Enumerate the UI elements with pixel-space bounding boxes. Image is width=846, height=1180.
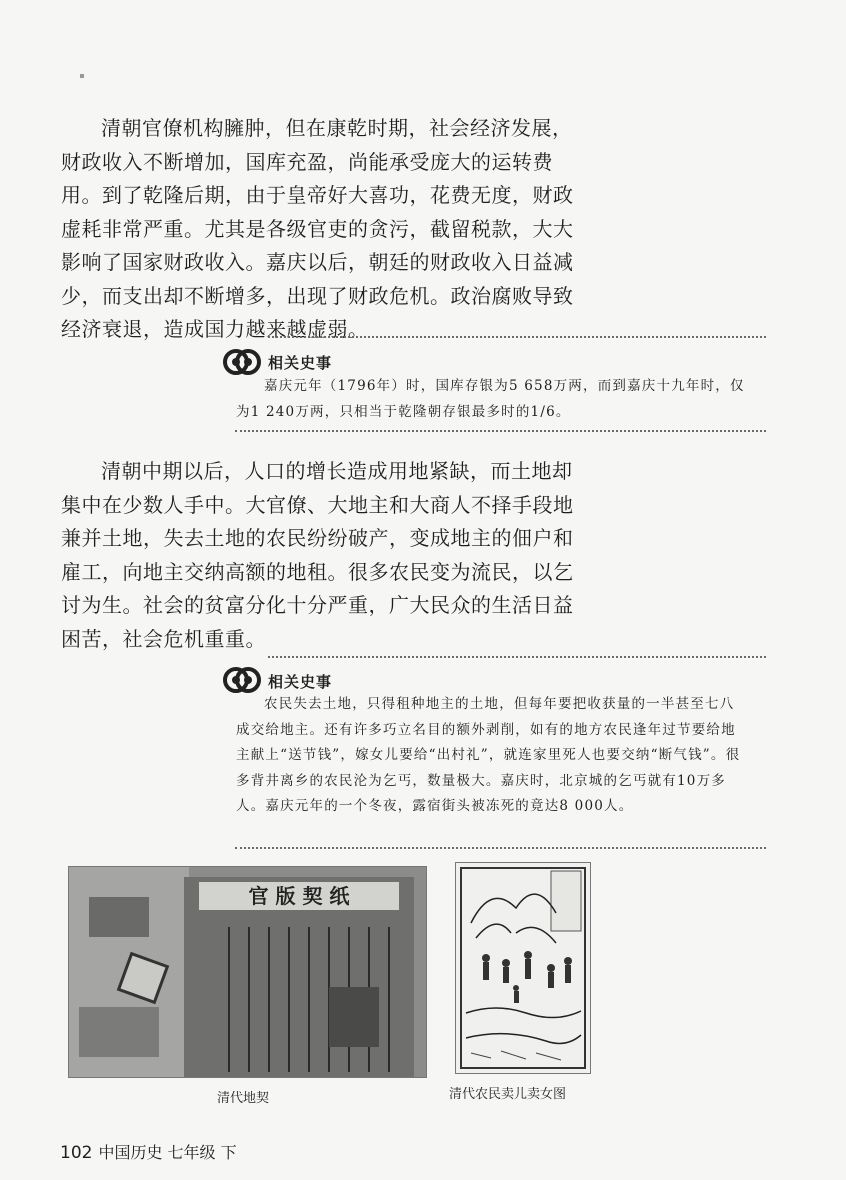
sidebar-2-body: 农民失去土地，只得租种地主的土地，但每年要把收获量的一半甚至七八成交给地主。还有许多巧立名目的额外剥削，如有的地方农民逢年过节要给地主献上“送节钱”，嫁女儿要给“出村礼”，就连家里死人也要交纳“断气钱”。很多背井离乡的农民沦为乞丐，数量极大。嘉庆时，北京城的乞丐就有10万多人。嘉庆元年的一个冬夜，露宿街头被冻死的竟达8 000人。 <box>236 696 741 814</box>
book-title: 中国历史 七年级 下 <box>98 1143 237 1162</box>
sidebar-2-bottom-rule <box>235 847 766 849</box>
body-paragraph-1: 清朝官僚机构臃肿，但在康乾时期，社会经济发展，财政收入不断增加，国库充盈，尚能承受庞大的运转费用。到了乾隆后期，由于皇帝好大喜功，花费无度，财政虚耗非常严重。尤其是各级官吏的贪污，截留税款，大大影响了国家财政收入。嘉庆以后，朝廷的财政收入日益减少，而支出却不断增多，出现了财政危机。政治腐败导致经济衰退，造成国力越来越虚弱。 <box>61 116 574 341</box>
body-paragraph-2: 清朝中期以后，人口的增长造成用地紧缺，而土地却集中在少数人手中。大官僚、大地主和大商人不择手段地兼并土地，失去土地的农民纷纷破产，变成地主的佃户和雇工，向地主交纳高额的地租。很多农民变为流民，以乞讨为生。社会的贫富分化十分严重，广大民众的生活日益困苦，社会危机重重。 <box>61 459 574 651</box>
page-number: 102 <box>60 1143 93 1163</box>
selling-children-woodcut <box>455 862 591 1074</box>
sidebar-1-top-rule <box>268 336 766 338</box>
land-deed-caption: 清代地契 <box>217 1091 270 1106</box>
sidebar-1-title: 相关史事 <box>268 354 333 372</box>
deed-header-text: 官 版 契 纸 <box>248 884 350 908</box>
woodcut-caption: 清代农民卖儿卖女图 <box>449 1087 567 1102</box>
land-deed-photo <box>68 866 427 1078</box>
page-footer <box>60 1140 237 1163</box>
sidebar-1-body: 嘉庆元年（1796年）时，国库存银为5 658万两，而到嘉庆十九年时，仅为1 240万两，只相当于乾隆朝存银最多时的1/6。 <box>236 378 745 420</box>
sidebar-2-title: 相关史事 <box>268 673 333 691</box>
sidebar-1-bottom-rule <box>235 430 766 432</box>
scan-speck <box>80 74 84 78</box>
sidebar-2-top-rule <box>268 656 766 658</box>
